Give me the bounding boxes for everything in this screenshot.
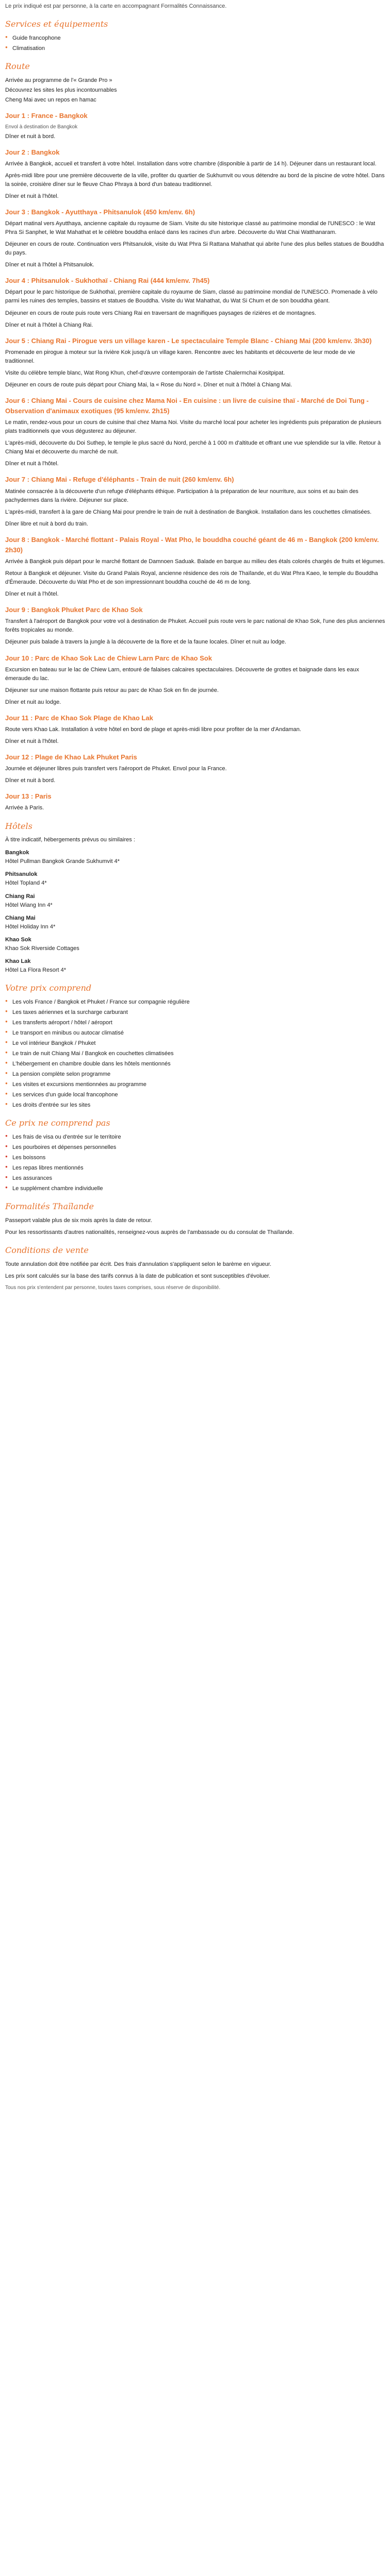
day-paragraph: Arrivée à Paris. (5, 805, 44, 811)
day-paragraph: Dîner et nuit à l'hôtel à Chiang Rai. (5, 321, 93, 328)
day-block (5, 396, 386, 469)
hotel-entry (5, 849, 386, 866)
list-item: ● Les visites et excursions mentionnées au programme (5, 1080, 386, 1089)
hotels-heading: Hôtels (5, 821, 32, 831)
day-paragraph: Dîner et nuit à l'hôtel. (5, 461, 59, 467)
day-title: Jour 12 : Plage de Khao Lak Phuket Paris (5, 753, 137, 761)
list-item: ● Les droits d'entrée sur les sites (5, 1101, 386, 1110)
formalities-paragraph: Pour les ressortissants d'autres nationalités, renseignez-vous auprès de l'ambassade ou du consulat de Thaïlande. (5, 1229, 294, 1236)
hotel-city: Chiang Rai (5, 893, 35, 900)
hotel-name: Khao Sok Riverside Cottages (5, 945, 79, 952)
day-block (5, 791, 386, 812)
itinerary (5, 111, 386, 813)
day-block (5, 207, 386, 269)
hotel-entry (5, 914, 386, 931)
day-paragraph: Dîner et nuit à l'hôtel. (5, 193, 59, 199)
route-line: Arrivée au programme de l'« Grande Pro » (5, 77, 112, 83)
price-includes-list (5, 998, 386, 1110)
day-paragraph: Dîner et nuit à bord. (5, 777, 56, 784)
day-paragraph: Déjeuner en cours de route. Continuation vers Phitsanulok, visite du Wat Phra Si Rattana Mahathat qui abrite l'une des plus belles statues de Bouddha du pays. (5, 241, 384, 257)
list-item: ● Les services d'un guide local francophone (5, 1091, 386, 1099)
day-paragraph: Dîner et nuit à l'hôtel à Phitsanulok. (5, 262, 94, 268)
day-block (5, 752, 386, 785)
conditions-text (5, 1260, 386, 1281)
formalities-heading: Formalités Thaïlande (5, 1201, 94, 1212)
hotel-name: Hôtel La Flora Resort 4* (5, 967, 66, 973)
hotel-entry (5, 892, 386, 910)
day-paragraph: L'après-midi, transfert à la gare de Chiang Mai pour prendre le train de nuit à destination de Bangkok. Installation dans les couchettes climatisées. (5, 509, 372, 515)
day-block (5, 336, 386, 389)
day-title: Jour 8 : Bangkok - Marché flottant - Palais Royal - Wat Pho, le bouddha couché géant de 46 m - Bangkok (200 km/env. 2h30) (5, 535, 379, 554)
day-title: Jour 5 : Chiang Rai - Pirogue vers un village karen - Le spectaculaire Temple Blanc - Chiang Mai (200 km/env. 3h30) (5, 336, 372, 345)
day-title: Jour 9 : Bangkok Phuket Parc de Khao Sok (5, 606, 143, 614)
day-paragraph: Dîner libre et nuit à bord du train. (5, 520, 88, 527)
day-paragraph: Déjeuner en cours de route puis départ pour Chiang Mai, la « Rose du Nord ». Dîner et nuit à l'hôtel à Chiang Mai. (5, 381, 292, 388)
intro-text: Le prix indiqué est par personne, à la carte en accompagnant Formalités Connaissance. (5, 3, 227, 9)
list-item: ● L'hébergement en chambre double dans les hôtels mentionnés (5, 1060, 386, 1069)
day-paragraph: Retour à Bangkok et déjeuner. Visite du Grand Palais Royal, ancienne résidence des rois de Thaïlande, et du Wat Phra Kaeo, le temple du Bouddha d'Émeraude. Découverte du Wat Pho et de son impressionnant bouddha couché de 46 m de long. (5, 570, 378, 586)
list-item: ● Les pourboires et dépenses personnelles (5, 1143, 386, 1152)
day-paragraph: Après-midi libre pour une première découverte de la ville, profiter du quartier de Sukhumvit ou vous détendre au bord de la piscine de votre hôtel. Dans la soirée, croisière dîner sur le fleuve Chao Phraya à bord d'un bateau traditionnel. (5, 172, 385, 188)
day-paragraph: Excursion en bateau sur le lac de Chiew Larn, entouré de falaises calcaires spectaculaires. Découverte de grottes et baignade dans les eaux émeraude du lac. (5, 666, 360, 682)
route-heading: Route (5, 61, 30, 71)
conditions-paragraph: Les prix sont calculés sur la base des tarifs connus à la date de publication et sont susceptibles d'évoluer. (5, 1273, 270, 1280)
day-title: Jour 4 : Phitsanulok - Sukhothaï - Chiang Rai (444 km/env. 7h45) (5, 277, 210, 285)
list-item: ● Le transport en minibus ou autocar climatisé (5, 1029, 386, 1038)
day-paragraph: Promenade en pirogue à moteur sur la rivière Kok jusqu'à un village karen. Rencontre avec les habitants et découverte de leur mode de vie traditionnel. (5, 349, 355, 364)
hotel-name: Hôtel Holiday Inn 4* (5, 923, 56, 930)
day-title: Jour 3 : Bangkok - Ayutthaya - Phitsanulok (450 km/env. 6h) (5, 208, 195, 216)
day-paragraph: Déjeuner sur une maison flottante puis retour au parc de Khao Sok en fin de journée. (5, 687, 219, 693)
hotels-list (5, 849, 386, 975)
day-title: Jour 10 : Parc de Khao Sok Lac de Chiew Larn Parc de Khao Sok (5, 654, 212, 662)
day-block (5, 605, 386, 647)
hotel-name: Hôtel Topland 4* (5, 880, 47, 887)
list-item: ● Les repas libres mentionnés (5, 1164, 386, 1173)
day-paragraph: Matinée consacrée à la découverte d'un refuge d'éléphants éthique. Participation à la préparation de leur nourriture, aux soins et au bain des pachydermes dans la rivière. Déjeuner sur place. (5, 488, 359, 503)
day-title: Jour 2 : Bangkok (5, 148, 60, 156)
day-title: Jour 7 : Chiang Mai - Refuge d'éléphants - Train de nuit (260 km/env. 6h) (5, 476, 234, 484)
hotel-entry (5, 957, 386, 975)
hotels-intro: À titre indicatif, hébergements prévus ou similaires : (5, 837, 135, 843)
day-paragraph: Dîner et nuit à bord. (5, 133, 56, 140)
day-block (5, 474, 386, 528)
day-paragraph: Départ matinal vers Ayutthaya, ancienne capitale du royaume de Siam. Visite du site historique classé au patrimoine mondial de l'UNESCO : le Wat Phra Si Sanphet, le Wat Mahathat et le célèbre bouddha enlacé dans les racines d'un arbre. Découverte du Wat Chai Watthanaram. (5, 221, 376, 236)
day-paragraph: Arrivée à Bangkok puis départ pour le marché flottant de Damnoen Saduak. Balade en barque au milieu des étals colorés chargés de fruits et légumes. (5, 558, 385, 565)
conditions-paragraph: Toute annulation doit être notifiée par écrit. Des frais d'annulation s'appliquent selon le barème en vigueur. (5, 1261, 272, 1267)
route-line: Cheng Mai avec un repos en hamac (5, 96, 96, 103)
day-block (5, 535, 386, 599)
price-includes-heading: Votre prix comprend (5, 982, 92, 993)
day-title: Jour 6 : Chiang Mai - Cours de cuisine chez Mama Noi - En cuisine : un livre de cuisine thaï - Marché de Doi Tung - Observation d'animaux exotiques (95 km/env. 2h15) (5, 396, 369, 415)
conditions-heading: Conditions de vente (5, 1245, 89, 1256)
hotel-city: Bangkok (5, 850, 29, 856)
hotel-city: Chiang Mai (5, 914, 36, 921)
day-paragraph: Déjeuner en cours de route puis route vers Chiang Rai en traversant de magnifiques paysages de rizières et de montagnes. (5, 310, 316, 316)
list-item: ● Les assurances (5, 1174, 386, 1183)
price-excludes-list (5, 1133, 386, 1193)
list-item: ● Guide francophone (5, 34, 386, 43)
day-paragraph: Transfert à l'aéroport de Bangkok pour votre vol à destination de Phuket. Accueil puis route vers le parc national de Khao Sok, l'une des plus anciennes forêts tropicales au monde. (5, 618, 385, 634)
price-excludes-heading: Ce prix ne comprend pas (5, 1118, 110, 1128)
formalities-paragraph: Passeport valable plus de six mois après la date de retour. (5, 1217, 152, 1224)
list-item: ● Les taxes aériennes et la surcharge carburant (5, 1008, 386, 1017)
list-item: ● Le supplément chambre individuelle (5, 1184, 386, 1193)
list-item: ● Le train de nuit Chiang Mai / Bangkok en couchettes climatisées (5, 1049, 386, 1058)
list-item: ● Climatisation (5, 44, 386, 53)
day-paragraph: Le matin, rendez-vous pour un cours de cuisine thaï chez Mama Noi. Visite du marché local pour acheter les ingrédients puis préparation de plusieurs plats traditionnels que vous dégusterez au déjeuner. (5, 419, 382, 435)
day-block (5, 276, 386, 329)
day-block (5, 653, 386, 707)
day-paragraph: Journée et déjeuner libres puis transfert vers l'aéroport de Phuket. Envol pour la France. (5, 766, 227, 772)
day-meals: Envol à destination de Bangkok (5, 124, 78, 130)
day-paragraph: Dîner et nuit à l'hôtel. (5, 591, 59, 598)
route-line: Découvrez les sites les plus incontournables (5, 87, 117, 93)
list-item: ● Les vols France / Bangkok et Phuket / France sur compagnie régulière (5, 998, 386, 1007)
day-title: Jour 13 : Paris (5, 792, 52, 801)
day-block (5, 111, 386, 141)
footer-note: Tous nos prix s'entendent par personne, toutes taxes comprises, sous réserve de disponibilité. (5, 1285, 221, 1291)
services-heading: Services et équipements (5, 19, 108, 29)
list-item: ● Les transferts aéroport / hôtel / aéroport (5, 1019, 386, 1027)
day-paragraph: Déjeuner puis balade à travers la jungle à la découverte de la flore et de la faune locales. Dîner et nuit au lodge. (5, 639, 286, 646)
day-block (5, 713, 386, 746)
list-item: ● Les frais de visa ou d'entrée sur le territoire (5, 1133, 386, 1142)
hotel-city: Khao Sok (5, 936, 31, 943)
day-block (5, 147, 386, 201)
hotel-name: Hôtel Wiang Inn 4* (5, 902, 53, 908)
day-paragraph: Départ pour le parc historique de Sukhothaï, première capitale du royaume de Siam, classé au patrimoine mondial de l'UNESCO. Promenade à vélo parmi les ruines des temples, bassins et statues de Bouddha. Visite du Wat Mahathat, du Wat Si Chum et de son bouddha géant. (5, 289, 378, 304)
formalities-text (5, 1216, 386, 1237)
day-paragraph: L'après-midi, découverte du Doi Suthep, le temple le plus sacré du Nord, perché à 1 000 m d'altitude et offrant une vue splendide sur la ville. Retour à Chiang Mai et découverte du marché de nuit. (5, 440, 381, 455)
day-title: Jour 1 : France - Bangkok (5, 111, 88, 120)
day-paragraph: Visite du célèbre temple blanc, Wat Rong Khun, chef-d'œuvre contemporain de l'artiste Chalermchai Kositpipat. (5, 369, 285, 376)
hotel-city: Phitsanulok (5, 871, 38, 878)
hotel-name: Hôtel Pullman Bangkok Grande Sukhumvit 4* (5, 858, 120, 865)
list-item: ● La pension complète selon programme (5, 1070, 386, 1079)
services-list (5, 34, 386, 53)
day-paragraph: Dîner et nuit à l'hôtel. (5, 738, 59, 745)
list-item: ● Les boissons (5, 1154, 386, 1162)
day-paragraph: Route vers Khao Lak. Installation à votre hôtel en bord de plage et après-midi libre pour profiter de la mer d'Andaman. (5, 726, 301, 733)
day-title: Jour 11 : Parc de Khao Sok Plage de Khao Lak (5, 714, 153, 722)
route-lines (5, 76, 386, 105)
hotel-entry (5, 936, 386, 953)
list-item: ● Le vol intérieur Bangkok / Phuket (5, 1039, 386, 1048)
day-paragraph: Arrivée à Bangkok, accueil et transfert à votre hôtel. Installation dans votre chambre (disponible à partir de 14 h). Déjeuner dans un restaurant local. (5, 160, 377, 167)
hotel-entry (5, 870, 386, 888)
hotel-city: Khao Lak (5, 958, 31, 964)
day-paragraph: Dîner et nuit au lodge. (5, 699, 61, 705)
